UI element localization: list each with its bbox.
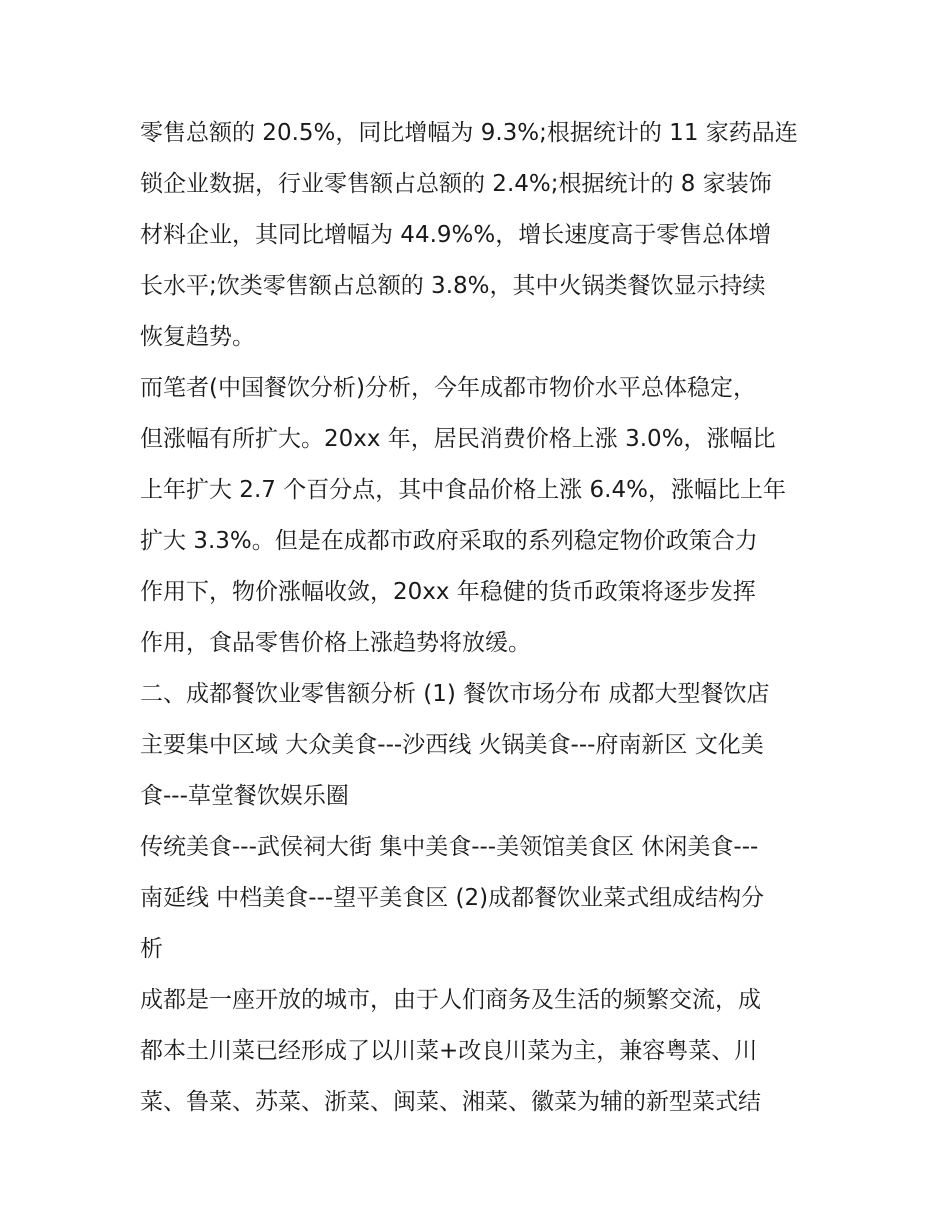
paragraph-cuisine-structure [140,975,820,1128]
text-line: 传统美食---武侯祠大街 集中美食---美领馆美食区 休闲美食--- [140,834,759,860]
text-line: 零售总额的 20.5%，同比增幅为 9.3%;根据统计的 11 家药品连 [140,120,798,146]
text-line: 长水平;饮类零售额占总额的 3.8%，其中火锅类餐饮显示持续 [140,273,766,299]
document-body [140,108,820,1128]
paragraph-market-distribution [140,669,820,822]
text-line: 主要集中区域 大众美食---沙西线 火锅美食---府南新区 文化美 [140,732,764,758]
text-line: 材料企业，其同比增幅为 44.9%%，增长速度高于零售总体增 [140,222,772,248]
text-line: 作用，食品零售价格上涨趋势将放缓。 [140,630,531,656]
text-line: 恢复趋势。 [140,324,255,350]
text-line: 析 [140,936,163,962]
text-line: 扩大 3.3%。但是在成都市政府采取的系列稳定物价政策合力 [140,528,758,554]
text-line: 食---草堂餐饮娱乐圈 [140,783,349,809]
text-line: 锁企业数据，行业零售额占总额的 2.4%;根据统计的 8 家装饰 [140,171,772,197]
text-line: 但涨幅有所扩大。20xx 年，居民消费价格上涨 3.0%，涨幅比 [140,426,776,452]
text-line: 都本土川菜已经形成了以川菜+改良川菜为主，兼容粤菜、川 [140,1038,758,1064]
text-line: 上年扩大 2.7 个百分点，其中食品价格上涨 6.4%，涨幅比上年 [140,477,786,503]
text-line: 二、成都餐饮业零售额分析 (1) 餐饮市场分布 成都大型餐饮店 [140,681,770,707]
text-line: 南延线 中档美食---望平美食区 (2)成都餐饮业菜式组成结构分 [140,885,765,911]
paragraph-retail-stats [140,108,820,363]
text-line: 作用下，物价涨幅收敛，20xx 年稳健的货币政策将逐步发挥 [140,579,756,605]
text-line: 成都是一座开放的城市，由于人们商务及生活的频繁交流，成 [140,987,761,1013]
paragraph-food-districts [140,822,820,975]
text-line: 而笔者(中国餐饮分析)分析，今年成都市物价水平总体稳定， [140,375,756,401]
paragraph-price-analysis [140,363,820,669]
text-line: 菜、鲁菜、苏菜、浙菜、闽菜、湘菜、徽菜为辅的新型菜式结 [140,1089,761,1115]
